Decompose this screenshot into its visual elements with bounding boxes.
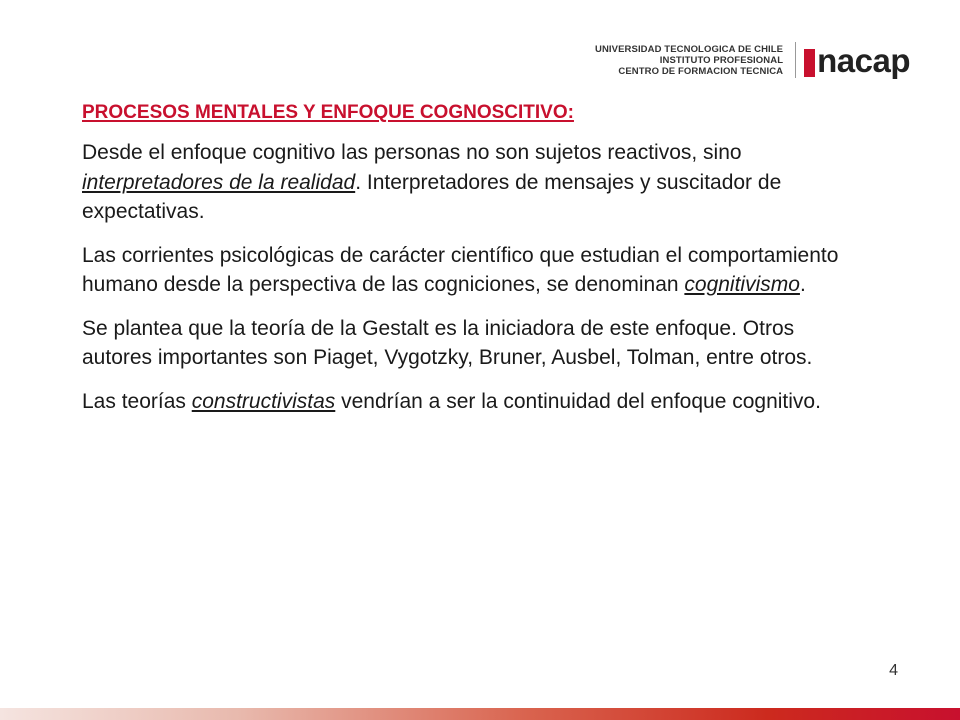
emphasis-term: constructivistas bbox=[191, 389, 336, 413]
page-number: 4 bbox=[889, 662, 898, 679]
paragraph-1: Desde el enfoque cognitivo las personas no son sujetos reactivos, sino interpretadores de la realidad. Interpretadores de mensajes y suscitador de expectativas. bbox=[82, 141, 782, 223]
inacap-logo bbox=[595, 42, 910, 78]
slide-title: PROCESOS MENTALES Y ENFOQUE COGNOSCITIVO: bbox=[82, 102, 574, 123]
footer-gradient-bar bbox=[0, 708, 960, 720]
paragraph-3: Se plantea que la teoría de la Gestalt es la iniciadora de este enfoque. Otros autores importantes son Piaget, Vygotzky, Bruner, Ausbel, Tolman, entre otros. bbox=[82, 316, 813, 369]
paragraph-2: Las corrientes psicológicas de carácter científico que estudian el comportamiento humano desde la perspectiva de las cogniciones, se denominan cognitivismo. bbox=[82, 243, 839, 296]
paragraph-4: Las teorías constructivistas vendrían a ser la continuidad del enfoque cognitivo. bbox=[82, 389, 821, 413]
logo-mark bbox=[804, 43, 910, 77]
logo-wordmark: nacap bbox=[817, 41, 910, 79]
logo-divider bbox=[795, 42, 796, 78]
slide-content bbox=[82, 102, 862, 430]
emphasis-term: interpretadores de la realidad bbox=[82, 170, 356, 194]
emphasis-term: cognitivismo bbox=[684, 273, 800, 296]
logo-red-bar-icon bbox=[804, 49, 815, 77]
logo-institution-text: UNIVERSIDAD TECNOLOGICA DE CHILE INSTITUTO PROFESIONAL CENTRO DE FORMACION TECNICA bbox=[595, 43, 784, 77]
